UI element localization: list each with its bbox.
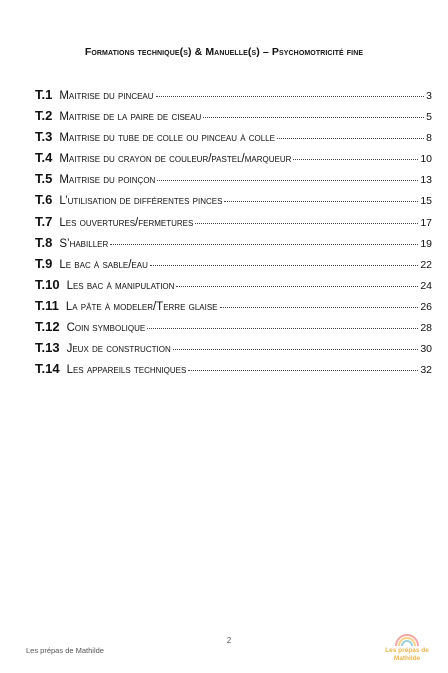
toc-entry-page: 3 (426, 90, 432, 102)
footer-author: Les prépas de Mathilde (26, 646, 104, 655)
toc-leader-dots (293, 159, 418, 160)
toc-leader-dots (224, 201, 418, 202)
toc-entry[interactable] (35, 256, 432, 277)
toc-leader-dots (173, 349, 419, 350)
toc-leader-dots (176, 286, 418, 287)
document-title: Formations technique(s) & Manuelle(s) – Psychomotricité fine (84, 46, 364, 58)
table-of-contents (35, 87, 432, 382)
logo (378, 627, 436, 669)
toc-entry-page: 28 (420, 322, 432, 335)
toc-leader-dots (220, 307, 419, 308)
toc-entry[interactable] (35, 235, 432, 256)
toc-entry-page: 10 (420, 153, 432, 166)
toc-entry-number: T.1 (35, 87, 53, 102)
toc-entry-page: 26 (420, 300, 432, 313)
toc-entry-label: Le bac à sable/eau (59, 258, 148, 271)
toc-entry-label: Coin symbolique (66, 322, 146, 335)
toc-leader-dots (150, 265, 418, 266)
toc-entry-page: 24 (420, 279, 432, 292)
toc-entry-page: 8 (426, 132, 432, 145)
toc-entry[interactable] (35, 150, 432, 171)
toc-entry-number: T.5 (35, 171, 53, 187)
toc-entry-number: T.14 (35, 361, 60, 377)
toc-entry[interactable] (35, 108, 432, 129)
toc-entry-number: T.6 (35, 192, 53, 208)
toc-leader-dots (110, 244, 418, 245)
toc-entry-label: S’habiller (59, 237, 109, 250)
toc-entry-label: Maitrise du crayon de couleur/pastel/marqueur (59, 153, 292, 166)
toc-entry-number: T.2 (35, 108, 53, 124)
toc-entry[interactable] (35, 277, 432, 298)
toc-entry-page: 17 (420, 216, 432, 229)
toc-entry-label: Maitrise du pinceau (59, 90, 154, 102)
toc-entry-page: 15 (420, 195, 432, 208)
toc-leader-dots (277, 138, 424, 139)
rainbow-icon (394, 631, 420, 647)
toc-entry-number: T.8 (35, 234, 53, 250)
toc-entry-label: L’utilisation de différentes pinces (59, 195, 223, 208)
toc-entry-label: Jeux de construction (66, 343, 171, 356)
logo-text-line1: Les prépas de (385, 647, 429, 654)
toc-entry-label: La pâte à modeler/Terre glaise (65, 300, 218, 313)
toc-entry[interactable] (35, 298, 432, 319)
toc-entry-number: T.7 (35, 213, 53, 229)
toc-entry-label: Maitrise du poinçon (59, 174, 156, 187)
toc-leader-dots (188, 370, 418, 371)
logo-text (378, 647, 436, 663)
toc-entry-page: 19 (420, 237, 432, 250)
toc-entry[interactable] (35, 171, 432, 192)
toc-leader-dots (195, 223, 418, 224)
toc-entry-number: T.10 (35, 276, 60, 292)
toc-entry-label: Les ouvertures/fermetures (59, 216, 194, 229)
toc-entry[interactable] (35, 129, 432, 150)
toc-leader-dots (157, 180, 418, 181)
toc-entry[interactable] (35, 192, 432, 213)
toc-entry-page: 30 (420, 343, 432, 356)
toc-entry-label: Maitrise du tube de colle ou pinceau à colle (59, 132, 275, 145)
toc-entry-label: Les bac à manipulation (66, 279, 175, 292)
toc-leader-dots (156, 96, 425, 97)
toc-entry[interactable] (35, 340, 432, 361)
toc-entry-page: 13 (420, 174, 432, 187)
toc-entry-page: 22 (420, 258, 432, 271)
toc-entry-number: T.3 (35, 129, 53, 145)
toc-entry-number: T.12 (35, 319, 60, 335)
toc-entry[interactable] (35, 214, 432, 235)
toc-entry-number: T.11 (35, 297, 59, 313)
toc-entry-number: T.4 (35, 150, 53, 166)
toc-entry-number: T.9 (35, 255, 53, 271)
toc-entry[interactable] (35, 87, 432, 108)
logo-text-line2: Mathilde (393, 655, 421, 662)
toc-entry-page: 5 (426, 111, 432, 124)
toc-entry[interactable] (35, 361, 432, 382)
toc-entry-label: Maitrise de la paire de ciseau (59, 111, 202, 124)
toc-entry[interactable] (35, 319, 432, 340)
toc-entry-number: T.13 (35, 340, 60, 356)
page-number: 2 (226, 636, 232, 645)
toc-entry-label: Les appareils techniques (66, 364, 187, 377)
toc-leader-dots (147, 328, 418, 329)
toc-leader-dots (203, 117, 424, 118)
toc-entry-page: 32 (420, 364, 432, 377)
